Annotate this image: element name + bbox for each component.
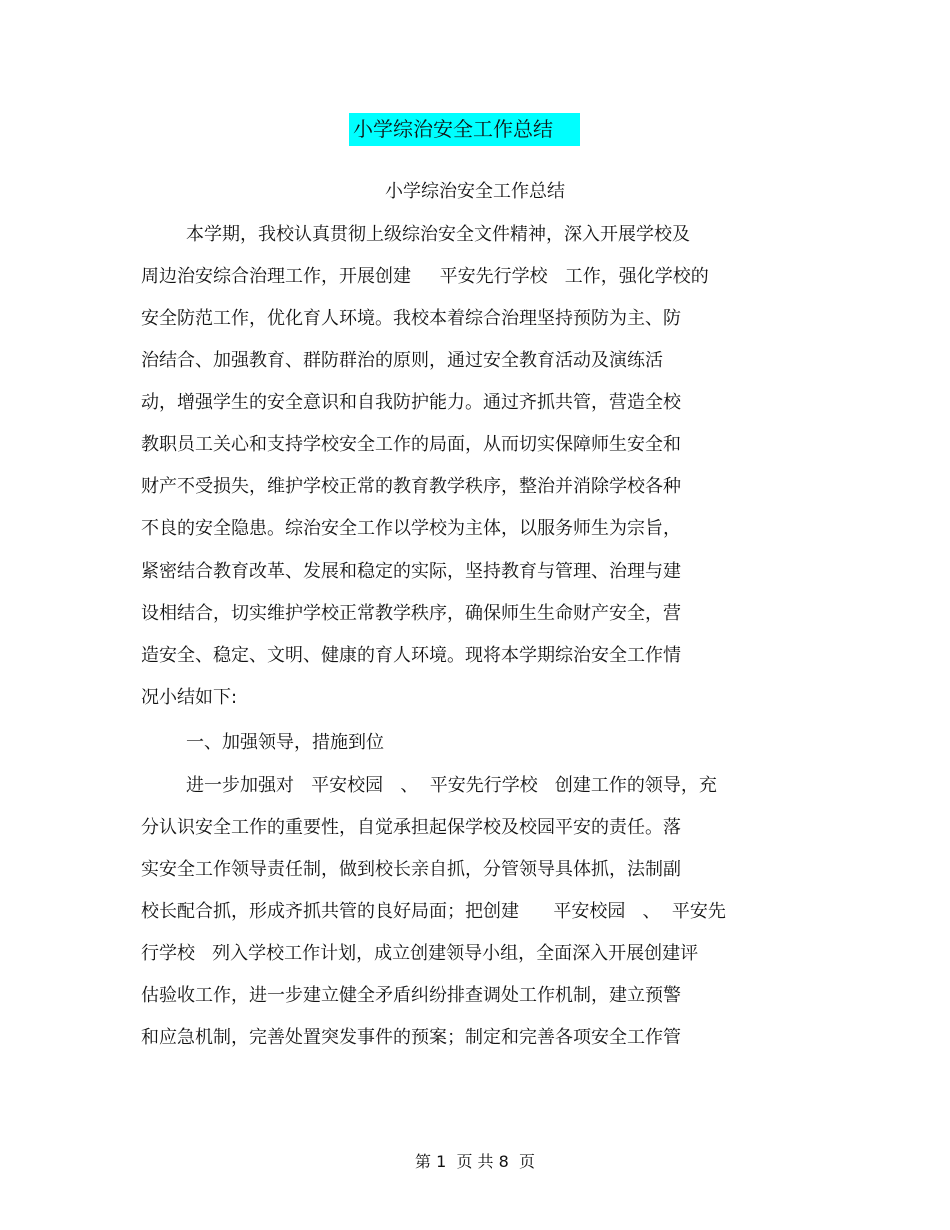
paragraph-line: 校长配合抓，形成齐抓共管的良好局面；把创建 平安校园 、 平安先 bbox=[141, 901, 726, 922]
paragraph-line: 造安全、稳定、文明、健康的育人环境。现将本学期综治安全工作情 bbox=[141, 645, 681, 666]
paragraph-line: 治结合、加强教育、群防群治的原则，通过安全教育活动及演练活 bbox=[141, 350, 663, 371]
paragraph-line: 进一步加强对 平安校园 、 平安先行学校 创建工作的领导，充 bbox=[186, 775, 717, 796]
paragraph-line: 和应急机制，完善处置突发事件的预案；制定和完善各项安全工作管 bbox=[141, 1027, 681, 1048]
paragraph-line: 教职员工关心和支持学校安全工作的局面，从而切实保障师生安全和 bbox=[141, 434, 681, 455]
paragraph-line: 不良的安全隐患。综治安全工作以学校为主体，以服务师生为宗旨， bbox=[141, 518, 681, 539]
paragraph-line: 估验收工作，进一步建立健全矛盾纠纷排查调处工作机制，建立预警 bbox=[141, 985, 681, 1006]
paragraph-line: 实安全工作领导责任制，做到校长亲自抓，分管领导具体抓，法制副 bbox=[141, 859, 681, 880]
section-heading: 一、加强领导，措施到位 bbox=[186, 732, 384, 753]
paragraph-line: 财产不受损失，维护学校正常的教育教学秩序，整治并消除学校各种 bbox=[141, 476, 681, 497]
paragraph-line: 安全防范工作，优化育人环境。我校本着综合治理坚持预防为主、防 bbox=[141, 308, 681, 329]
paragraph-line: 动，增强学生的安全意识和自我防护能力。通过齐抓共管，营造全校 bbox=[141, 392, 681, 413]
paragraph-line: 设相结合，切实维护学校正常教学秩序，确保师生生命财产安全，营 bbox=[141, 603, 681, 624]
paragraph-line: 本学期，我校认真贯彻上级综治安全文件精神，深入开展学校及 bbox=[186, 224, 690, 245]
paragraph-line: 分认识安全工作的重要性，自觉承担起保学校及校园平安的责任。落 bbox=[141, 817, 681, 838]
paragraph-line: 周边治安综合治理工作，开展创建 平安先行学校 工作，强化学校的 bbox=[141, 266, 709, 287]
page-number-footer: 第 1 页 共 8 页 bbox=[415, 1152, 535, 1171]
document-subtitle: 小学综治安全工作总结 bbox=[385, 181, 565, 202]
page-title: 小学综治安全工作总结 bbox=[349, 113, 580, 146]
paragraph-line: 紧密结合教育改革、发展和稳定的实际，坚持教育与管理、治理与建 bbox=[141, 561, 681, 582]
paragraph-line: 况小结如下: bbox=[141, 687, 238, 708]
paragraph-line: 行学校 列入学校工作计划，成立创建领导小组，全面深入开展创建评 bbox=[141, 943, 699, 964]
